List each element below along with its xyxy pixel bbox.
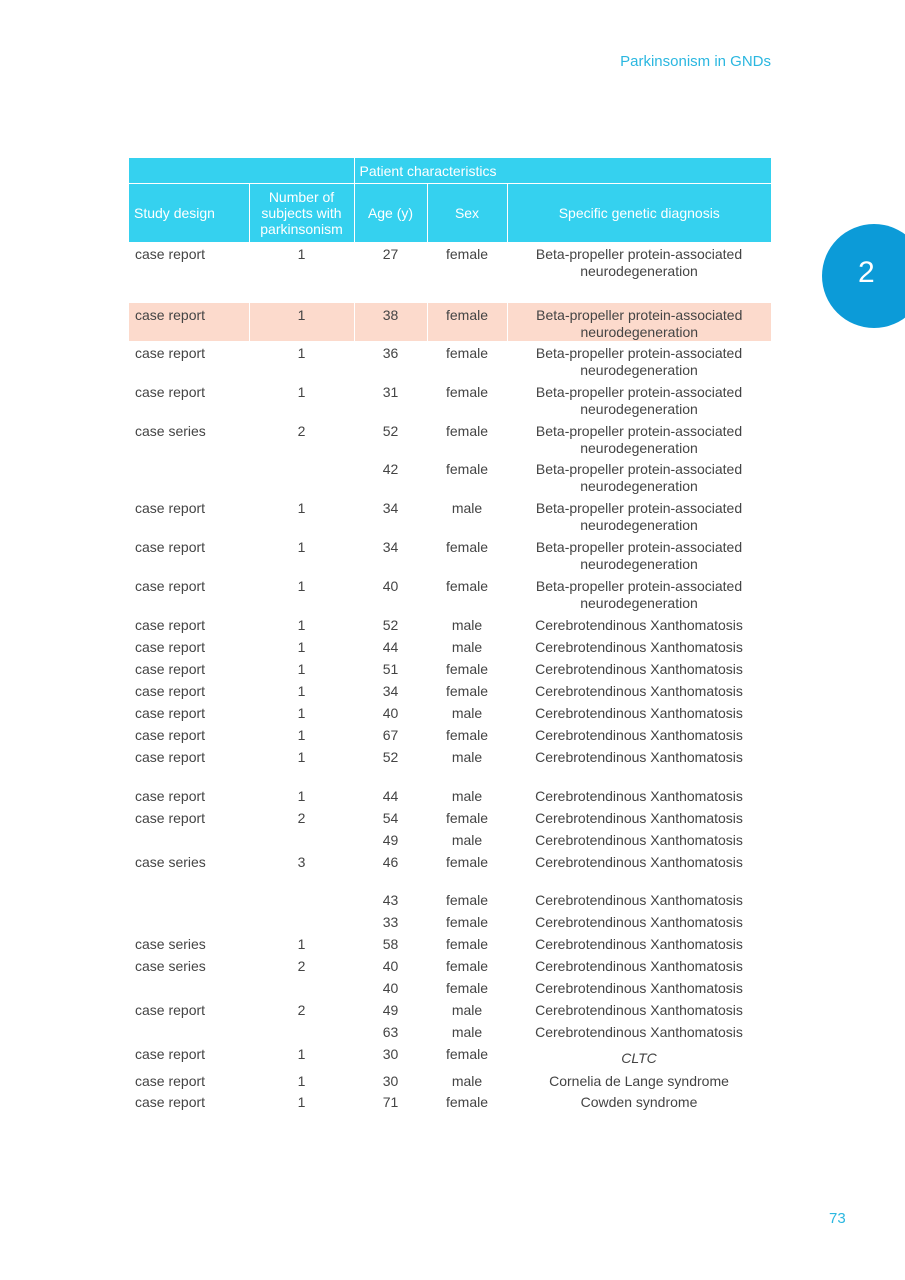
sex-cell: male: [451, 617, 483, 633]
sex-cell: female: [427, 303, 507, 341]
design-cell: case report: [135, 617, 206, 633]
design-cell: case series: [135, 958, 206, 974]
subjects-cell: 1: [249, 303, 354, 341]
sex-cell: female: [445, 1094, 489, 1110]
age-cell: 27: [382, 246, 399, 262]
age-cell: 34: [382, 683, 399, 699]
diagnosis-cell: Beta-propeller protein-associated neurodegeneration: [535, 539, 743, 572]
design-cell: case report: [135, 810, 206, 826]
design-cell: case report: [129, 303, 249, 341]
design-cell: case report: [135, 639, 206, 655]
age-cell: 49: [382, 832, 399, 848]
age-cell: 30: [382, 1046, 399, 1062]
sex-cell: female: [445, 578, 489, 594]
table-row: [129, 457, 771, 496]
sex-cell: female: [445, 345, 489, 361]
age-cell: 51: [382, 661, 399, 677]
table-row: [129, 380, 771, 419]
table-row: [129, 910, 771, 932]
age-cell: 36: [382, 345, 399, 361]
design-cell: case report: [135, 345, 206, 361]
diagnosis-cell: Cerebrotendinous Xanthomatosis: [535, 1002, 743, 1018]
table-row: [129, 954, 771, 976]
table-row: [129, 806, 771, 828]
group-header-blank: [129, 158, 354, 184]
table-row: [129, 496, 771, 535]
subjects-cell: 2: [297, 1002, 306, 1018]
running-head: Parkinsonism in GNDs: [620, 53, 771, 70]
table-row: [129, 828, 771, 850]
sex-cell: female: [445, 384, 489, 400]
chapter-tab: [822, 224, 905, 328]
table-row: [129, 242, 771, 303]
table-row: [129, 1042, 771, 1069]
design-cell: case series: [135, 936, 206, 952]
subjects-cell: 1: [297, 345, 306, 361]
subjects-cell: 1: [297, 661, 306, 677]
diagnosis-cell: Cerebrotendinous Xanthomatosis: [535, 854, 743, 870]
age-cell: 46: [382, 854, 399, 870]
diagnosis-cell: Cerebrotendinous Xanthomatosis: [535, 958, 743, 974]
diagnosis-cell: Cornelia de Lange syndrome: [549, 1073, 729, 1089]
design-cell: case report: [135, 1002, 206, 1018]
subjects-cell: 1: [297, 1073, 306, 1089]
column-header-genetic-diagnosis: Specific genetic diagnosis: [507, 184, 771, 243]
subjects-cell: 2: [297, 423, 306, 439]
design-cell: case report: [135, 683, 206, 699]
sex-cell: male: [451, 788, 483, 804]
subjects-cell: [249, 888, 354, 910]
sex-cell: male: [451, 1073, 483, 1089]
sex-cell: male: [451, 1024, 483, 1040]
age-cell: 34: [382, 539, 399, 555]
design-cell: [129, 910, 249, 932]
sex-cell: female: [445, 246, 489, 262]
sex-cell: female: [445, 1046, 489, 1062]
subjects-cell: 1: [297, 500, 306, 516]
table-row: [129, 701, 771, 723]
diagnosis-cell: Cerebrotendinous Xanthomatosis: [535, 892, 743, 908]
diagnosis-cell: Cerebrotendinous Xanthomatosis: [535, 980, 743, 996]
table-row: [129, 850, 771, 888]
sex-cell: male: [451, 705, 483, 721]
diagnosis-cell: Cowden syndrome: [580, 1094, 698, 1110]
subjects-cell: 1: [297, 683, 306, 699]
age-cell: 38: [354, 303, 427, 341]
table-header-row: [129, 184, 771, 243]
table-row: [129, 888, 771, 910]
subjects-cell: 1: [297, 936, 306, 952]
age-cell: 40: [382, 705, 399, 721]
subjects-cell: 1: [297, 1046, 306, 1062]
diagnosis-cell: Beta-propeller protein-associated neurodegeneration: [535, 578, 743, 611]
table-row: [129, 1020, 771, 1042]
diagnosis-cell: Cerebrotendinous Xanthomatosis: [535, 683, 743, 699]
table-body: [129, 242, 771, 1111]
sex-cell: female: [445, 727, 489, 743]
sex-cell: male: [451, 749, 483, 765]
age-cell: 40: [382, 578, 399, 594]
table-row: [129, 535, 771, 574]
design-cell: case report: [135, 578, 206, 594]
subjects-cell: 1: [297, 788, 306, 804]
age-cell: 31: [382, 384, 399, 400]
design-cell: case report: [135, 246, 206, 262]
diagnosis-cell: Beta-propeller protein-associated neurodegeneration: [535, 246, 743, 279]
table-row: [129, 613, 771, 635]
diagnosis-cell: Cerebrotendinous Xanthomatosis: [535, 749, 743, 765]
table-row: [129, 976, 771, 998]
diagnosis-cell: Cerebrotendinous Xanthomatosis: [535, 639, 743, 655]
table-row: [129, 784, 771, 806]
table-row: [129, 745, 771, 784]
subjects-cell: 2: [297, 810, 306, 826]
design-cell: case report: [135, 1046, 206, 1062]
design-cell: case report: [135, 705, 206, 721]
sex-cell: female: [445, 461, 489, 477]
design-cell: case report: [135, 661, 206, 677]
diagnosis-cell: Cerebrotendinous Xanthomatosis: [535, 810, 743, 826]
age-cell: 33: [382, 914, 399, 930]
design-cell: case report: [135, 384, 206, 400]
table-row: [129, 679, 771, 701]
sex-cell: female: [445, 423, 489, 439]
age-cell: 58: [382, 936, 399, 952]
age-cell: 44: [382, 639, 399, 655]
table-row: [129, 303, 771, 341]
diagnosis-cell: Beta-propeller protein-associated neurodegeneration: [535, 461, 743, 494]
subjects-cell: 1: [297, 384, 306, 400]
sex-cell: female: [445, 958, 489, 974]
design-cell: [129, 1020, 249, 1042]
age-cell: 40: [382, 958, 399, 974]
diagnosis-cell: CLTC: [621, 1050, 657, 1066]
subjects-cell: 2: [297, 958, 306, 974]
table-row: [129, 419, 771, 457]
diagnosis-cell: Cerebrotendinous Xanthomatosis: [535, 727, 743, 743]
age-cell: 52: [382, 617, 399, 633]
diagnosis-cell: Cerebrotendinous Xanthomatosis: [535, 936, 743, 952]
subjects-cell: 1: [297, 246, 306, 262]
diagnosis-cell: Beta-propeller protein-associated neurodegeneration: [507, 303, 771, 341]
subjects-cell: 1: [297, 639, 306, 655]
age-cell: 42: [382, 461, 399, 477]
subjects-cell: [249, 976, 354, 998]
design-cell: case report: [135, 788, 206, 804]
design-cell: case report: [135, 1094, 206, 1110]
sex-cell: female: [445, 683, 489, 699]
sex-cell: male: [451, 1002, 483, 1018]
sex-cell: male: [451, 832, 483, 848]
table-row: [129, 998, 771, 1020]
subjects-cell: 3: [297, 854, 306, 870]
column-header-sex: Sex: [427, 184, 507, 243]
diagnosis-cell: Cerebrotendinous Xanthomatosis: [535, 661, 743, 677]
diagnosis-cell: Cerebrotendinous Xanthomatosis: [535, 788, 743, 804]
age-cell: 52: [382, 423, 399, 439]
column-header-number-of-subjects: Number of subjects with parkinsonism: [249, 184, 354, 243]
subjects-cell: [249, 910, 354, 932]
patient-table: [129, 158, 771, 1111]
sex-cell: female: [445, 854, 489, 870]
age-cell: 34: [382, 500, 399, 516]
age-cell: 54: [382, 810, 399, 826]
design-cell: [129, 888, 249, 910]
age-cell: 49: [382, 1002, 399, 1018]
design-cell: case series: [135, 854, 206, 870]
diagnosis-cell: Cerebrotendinous Xanthomatosis: [535, 832, 743, 848]
chapter-number: 2: [858, 256, 875, 289]
age-cell: 67: [382, 727, 399, 743]
table-row: [129, 635, 771, 657]
table-row: [129, 1069, 771, 1090]
design-cell: case report: [135, 749, 206, 765]
age-cell: 43: [382, 892, 399, 908]
subjects-cell: 1: [297, 1094, 306, 1110]
sex-cell: female: [445, 980, 489, 996]
sex-cell: female: [445, 661, 489, 677]
design-cell: case report: [135, 539, 206, 555]
age-cell: 30: [382, 1073, 399, 1089]
subjects-cell: 1: [297, 705, 306, 721]
age-cell: 44: [382, 788, 399, 804]
design-cell: case report: [135, 727, 206, 743]
table-row: [129, 341, 771, 380]
column-header-age: Age (y): [354, 184, 427, 243]
age-cell: 52: [382, 749, 399, 765]
table-row: [129, 657, 771, 679]
diagnosis-cell: Beta-propeller protein-associated neurodegeneration: [535, 500, 743, 533]
age-cell: 40: [382, 980, 399, 996]
diagnosis-cell: Cerebrotendinous Xanthomatosis: [535, 914, 743, 930]
group-header-patient-characteristics: Patient characteristics: [354, 158, 771, 184]
age-cell: 63: [382, 1024, 399, 1040]
sex-cell: female: [445, 539, 489, 555]
diagnosis-cell: Beta-propeller protein-associated neurodegeneration: [535, 423, 743, 456]
sex-cell: female: [445, 936, 489, 952]
subjects-cell: 1: [297, 539, 306, 555]
subjects-cell: 1: [297, 617, 306, 633]
diagnosis-cell: Cerebrotendinous Xanthomatosis: [535, 617, 743, 633]
sex-cell: female: [445, 810, 489, 826]
column-header-study-design: Study design: [129, 184, 249, 243]
subjects-cell: 1: [297, 749, 306, 765]
subjects-cell: [249, 457, 354, 496]
sex-cell: male: [451, 500, 483, 516]
design-cell: case report: [135, 500, 206, 516]
subjects-cell: 1: [297, 578, 306, 594]
table-group-header-row: [129, 158, 771, 184]
subjects-cell: 1: [297, 727, 306, 743]
design-cell: [129, 828, 249, 850]
diagnosis-cell: Cerebrotendinous Xanthomatosis: [535, 705, 743, 721]
design-cell: [129, 976, 249, 998]
subjects-cell: [249, 1020, 354, 1042]
design-cell: case report: [135, 1073, 206, 1089]
table-row: [129, 932, 771, 954]
sex-cell: female: [445, 892, 489, 908]
age-cell: 71: [382, 1094, 399, 1110]
diagnosis-cell: Cerebrotendinous Xanthomatosis: [535, 1024, 743, 1040]
sex-cell: male: [451, 639, 483, 655]
design-cell: case series: [135, 423, 206, 439]
diagnosis-cell: Beta-propeller protein-associated neurodegeneration: [535, 384, 743, 417]
table-row: [129, 574, 771, 613]
table-row: [129, 1090, 771, 1111]
diagnosis-cell: Beta-propeller protein-associated neurodegeneration: [535, 345, 743, 378]
design-cell: [129, 457, 249, 496]
table-row: [129, 723, 771, 745]
sex-cell: female: [445, 914, 489, 930]
page-number: 73: [829, 1210, 846, 1227]
subjects-cell: [249, 828, 354, 850]
